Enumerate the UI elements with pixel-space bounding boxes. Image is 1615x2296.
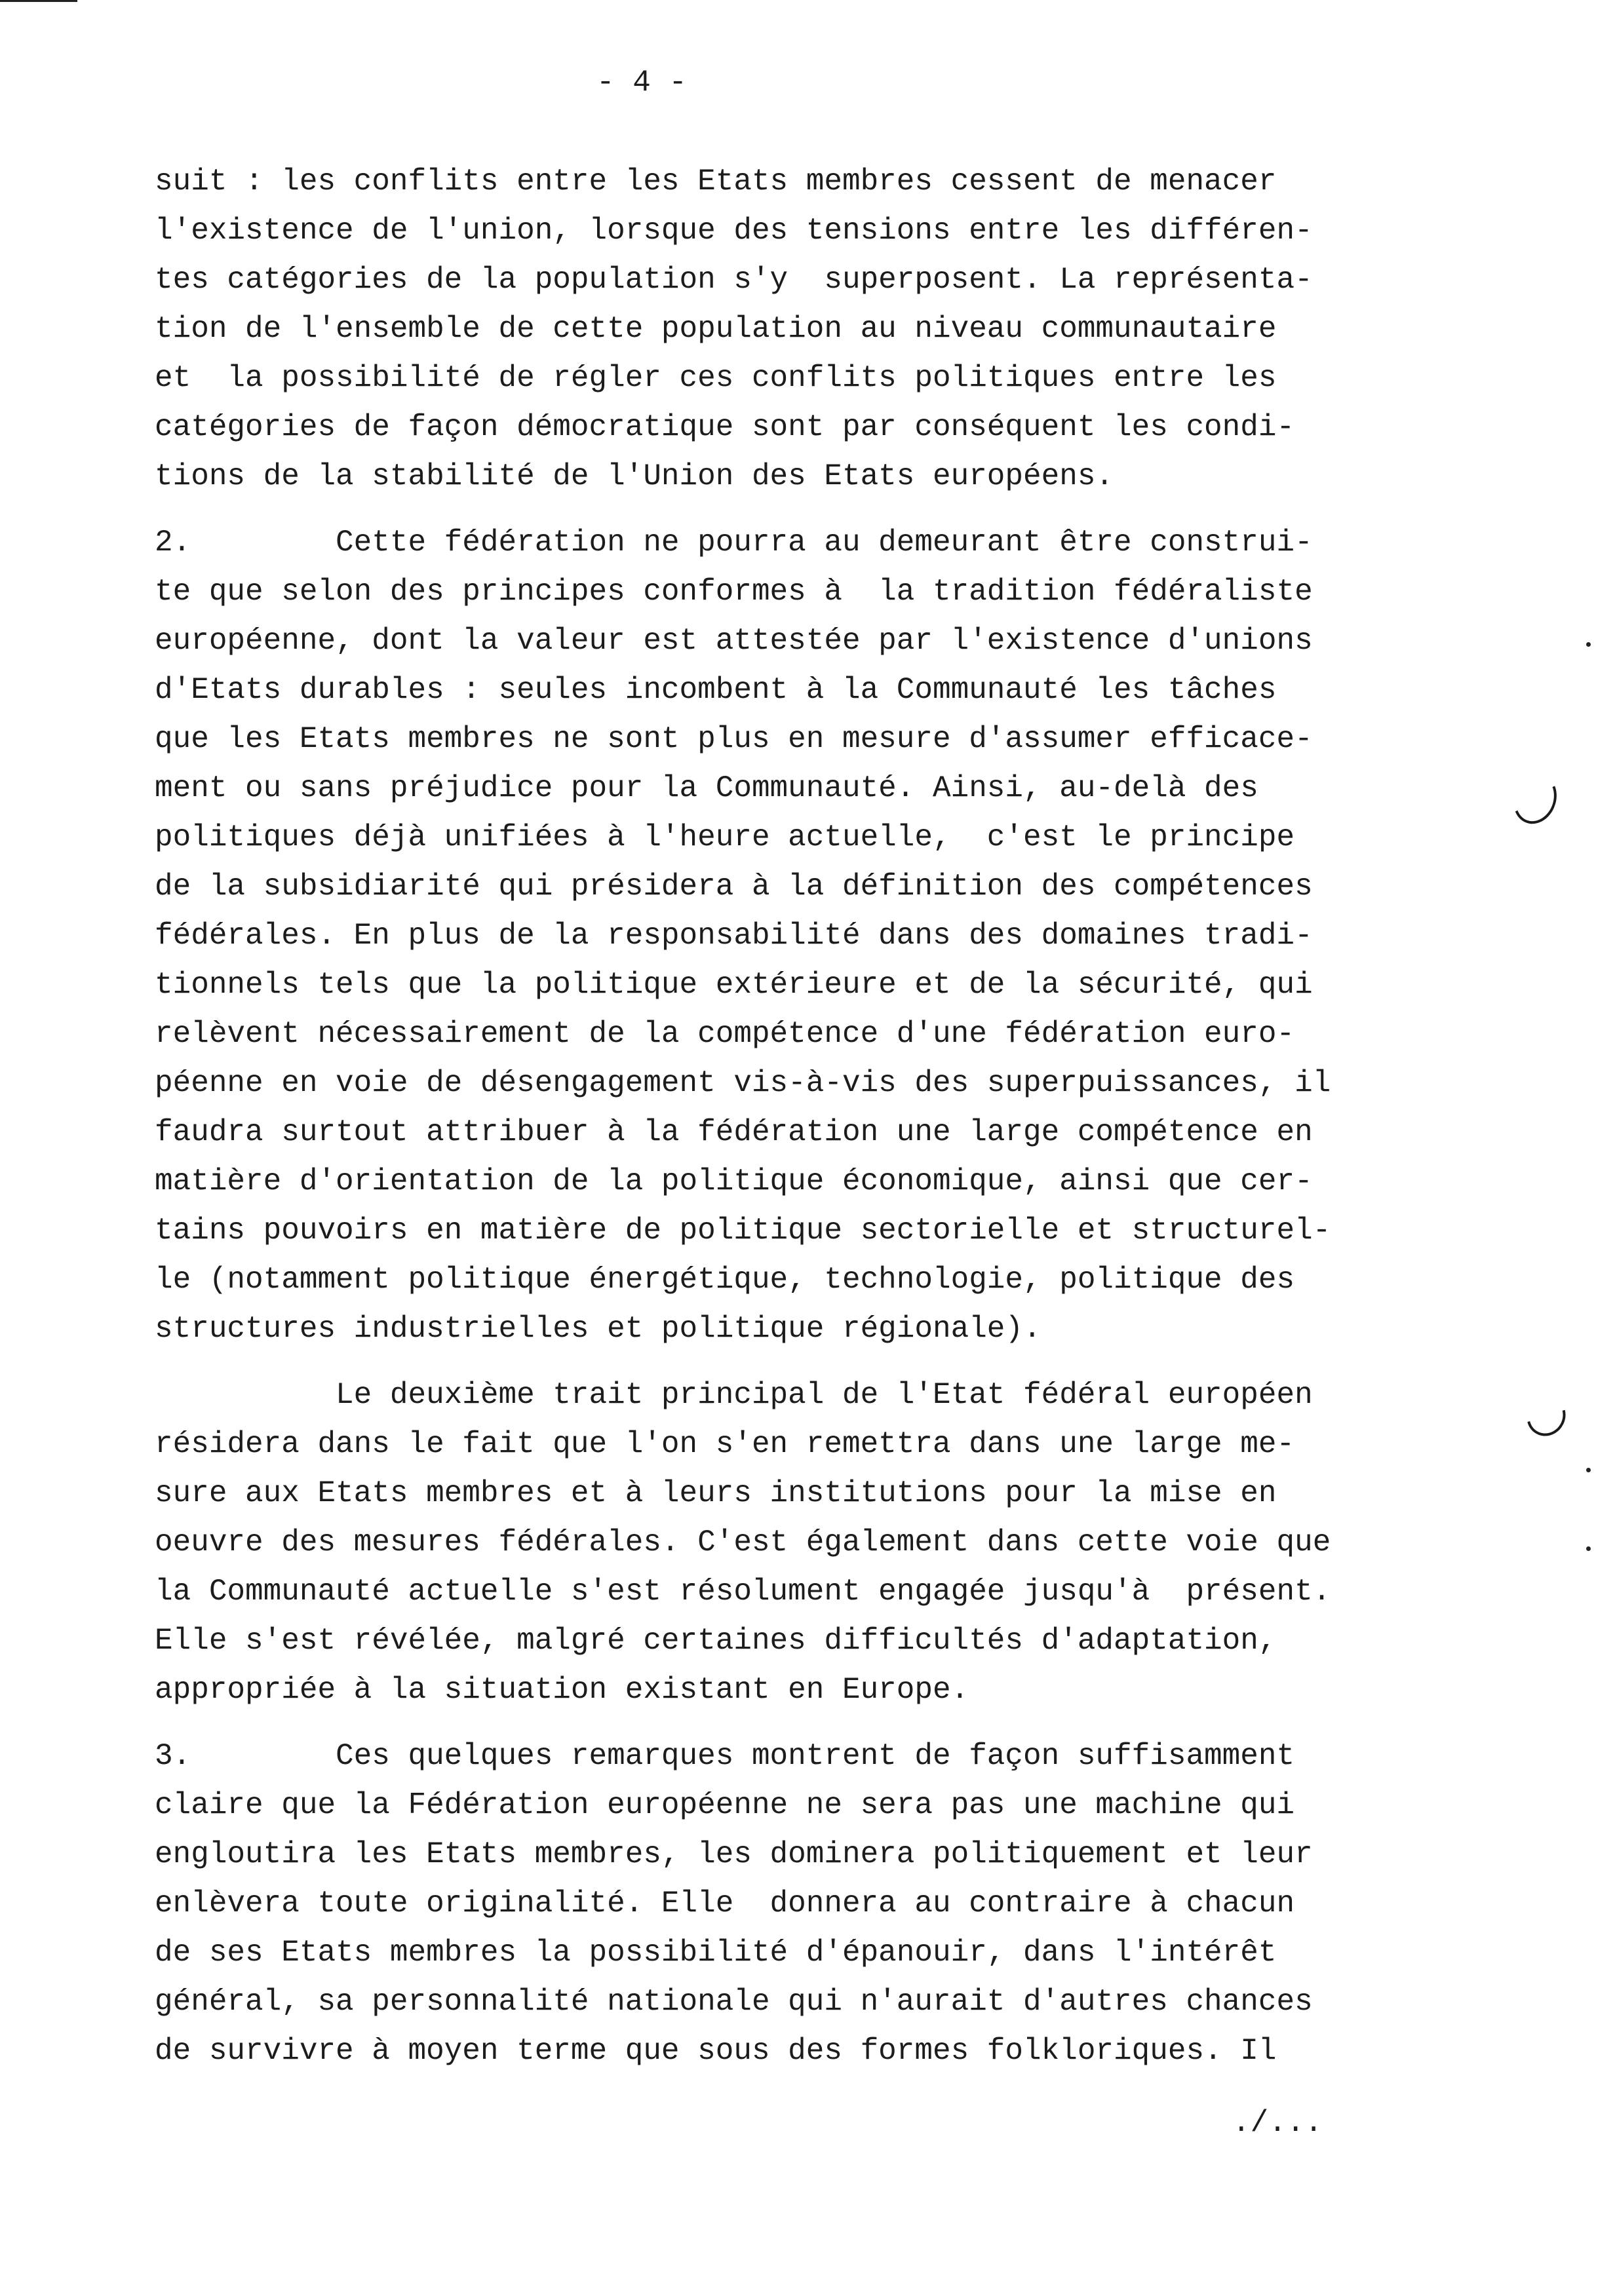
text-line: appropriée à la situation existant en Europe. xyxy=(155,1673,969,1707)
text-line: matière d'orientation de la politique économique, ainsi que cer- xyxy=(155,1164,1313,1198)
text-line: de survivre à moyen terme que sous des formes folkloriques. Il xyxy=(155,2034,1277,2068)
continuation-mark: ./... xyxy=(1232,2106,1323,2140)
text-line: le (notamment politique énergétique, technologie, politique des xyxy=(155,1263,1295,1297)
text-line: faudra surtout attribuer à la fédération une large compétence en xyxy=(155,1115,1313,1149)
text-line: suit : les conflits entre les Etats membres cessent de menacer xyxy=(155,164,1277,199)
text-line: et la possibilité de régler ces conflits politiques entre les xyxy=(155,361,1277,395)
text-line: ment ou sans préjudice pour la Communauté. Ainsi, au-delà des xyxy=(155,771,1258,805)
text-line: tionnels tels que la politique extérieure et de la sécurité, qui xyxy=(155,968,1313,1002)
text-line: catégories de façon démocratique sont par conséquent les condi- xyxy=(155,410,1295,444)
text-line: tion de l'ensemble de cette population au niveau communautaire xyxy=(155,312,1277,346)
text-line: relèvent nécessairement de la compétence d'une fédération euro- xyxy=(155,1017,1295,1051)
paragraph-gap xyxy=(155,501,1466,518)
text-line: Le deuxième trait principal de l'Etat fédéral européen xyxy=(155,1378,1313,1412)
margin-dot xyxy=(1586,1546,1591,1551)
text-line: Elle s'est révélée, malgré certaines difficultés d'adaptation, xyxy=(155,1624,1277,1658)
text-line: de ses Etats membres la possibilité d'épanouir, dans l'intérêt xyxy=(155,1936,1277,1970)
text-line: péenne en voie de désengagement vis-à-vis des superpuissances, il xyxy=(155,1066,1331,1100)
text-line: te que selon des principes conformes à la tradition fédéraliste xyxy=(155,575,1313,609)
paragraph-gap xyxy=(155,1354,1466,1371)
text-line: engloutira les Etats membres, les dominera politiquement et leur xyxy=(155,1837,1313,1871)
paragraph-gap xyxy=(155,1715,1466,1732)
text-line: de la subsidiarité qui présidera à la définition des compétences xyxy=(155,870,1313,904)
text-line: général, sa personnalité nationale qui n'aurait d'autres chances xyxy=(155,1985,1313,2019)
text-line: tes catégories de la population s'y superposent. La représenta- xyxy=(155,263,1313,297)
text-line: tions de la stabilité de l'Union des Etats européens. xyxy=(155,459,1114,493)
top-rule xyxy=(0,0,77,2)
text-line: sure aux Etats membres et à leurs institutions pour la mise en xyxy=(155,1476,1277,1510)
text-line: que les Etats membres ne sont plus en mesure d'assumer efficace- xyxy=(155,722,1313,756)
text-line: résidera dans le fait que l'on s'en remettra dans une large me- xyxy=(155,1427,1295,1461)
text-line: structures industrielles et politique régionale). xyxy=(155,1312,1041,1346)
text-line: 3. Ces quelques remarques montrent de façon suffisamment xyxy=(155,1739,1295,1773)
text-line: européenne, dont la valeur est attestée par l'existence d'unions xyxy=(155,624,1313,658)
margin-dot xyxy=(1586,642,1591,647)
margin-dot xyxy=(1586,1468,1591,1472)
text-line: 2. Cette fédération ne pourra au demeurant être construi- xyxy=(155,526,1313,560)
text-line: l'existence de l'union, lorsque des tensions entre les différen- xyxy=(155,214,1313,248)
margin-pen-mark xyxy=(1507,767,1564,830)
margin-pen-mark xyxy=(1519,1389,1572,1444)
body-text xyxy=(155,157,1466,2076)
text-line: claire que la Fédération européenne ne sera pas une machine qui xyxy=(155,1788,1295,1822)
text-line: politiques déjà unifiées à l'heure actuelle, c'est le principe xyxy=(155,820,1295,854)
text-line: oeuvre des mesures fédérales. C'est également dans cette voie que xyxy=(155,1525,1331,1559)
text-line: la Communauté actuelle s'est résolument engagée jusqu'à présent. xyxy=(155,1575,1331,1609)
text-line: tains pouvoirs en matière de politique sectorielle et structurel- xyxy=(155,1214,1331,1248)
page-number: - 4 - xyxy=(596,66,688,100)
text-line: enlèvera toute originalité. Elle donnera au contraire à chacun xyxy=(155,1886,1295,1921)
text-line: d'Etats durables : seules incombent à la Communauté les tâches xyxy=(155,673,1277,707)
text-line: fédérales. En plus de la responsabilité dans des domaines tradi- xyxy=(155,919,1313,953)
